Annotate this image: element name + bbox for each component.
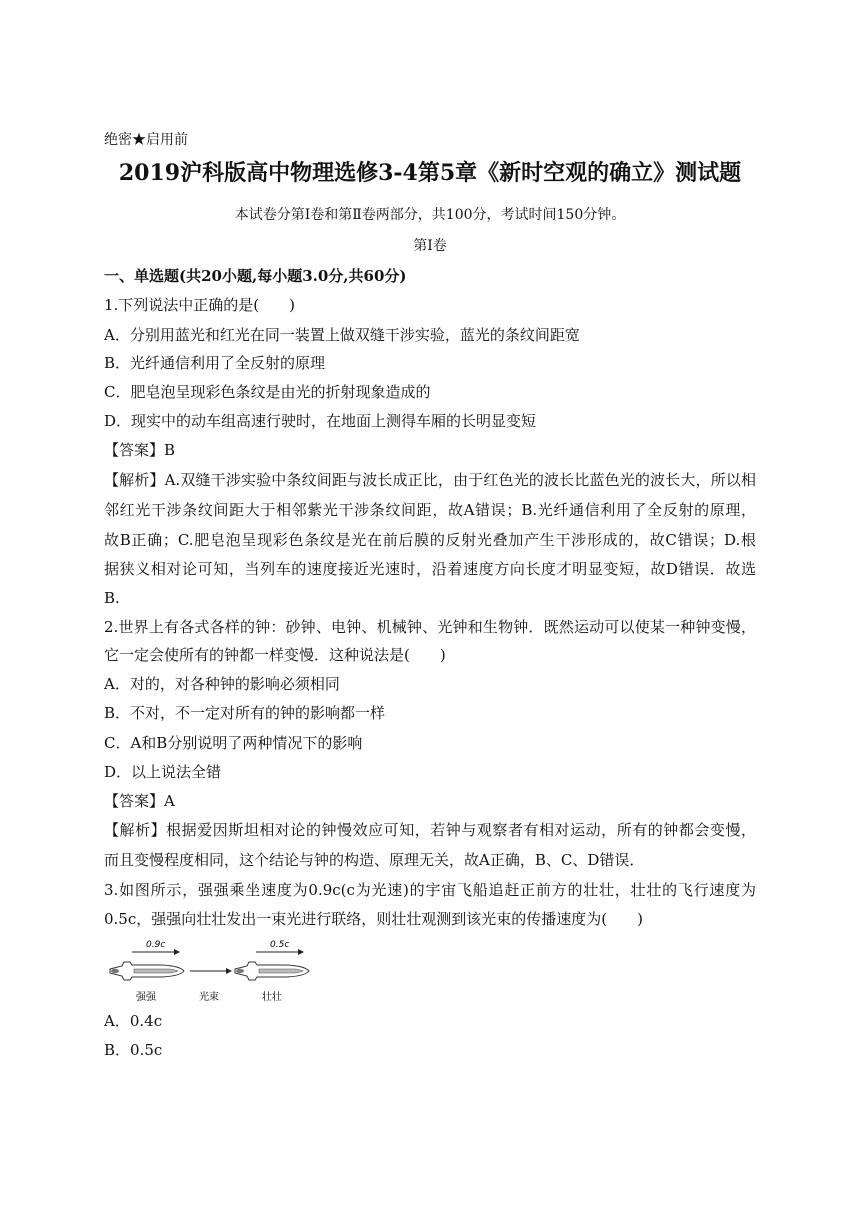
q1-stem: 1.下列说法中正确的是( ) <box>104 296 296 314</box>
q1-option-b: B．光纤通信利用了全反射的原理 <box>104 354 326 372</box>
q2-answer: 【答案】A <box>104 792 175 810</box>
left-velocity-arrowhead <box>174 949 180 955</box>
q2-option-d: D．以上说法全错 <box>104 763 222 781</box>
q1-analysis-line: 据狭义相对论可知，当列车的速度接近光速时，沿着速度方向长度才明显变短，故D错误．故选 <box>104 560 756 578</box>
q2-option-a: A．对的，对各种钟的影响必须相同 <box>104 675 340 693</box>
secret-header: 绝密★启用前 <box>104 132 188 148</box>
q3-stem-line: 0.5c，强强向壮壮发出一束光进行联络，则壮壮观测到该光束的传播速度为( ) <box>104 910 643 928</box>
q2-option-b: B．不对，不一定对所有的钟的影响都一样 <box>104 704 386 722</box>
left-speed-label: 0.9c <box>146 940 166 950</box>
light-beam-label: 光束 <box>199 992 219 1003</box>
q2-stem-line: 它一定会使所有的钟都一样变慢．这种说法是( ) <box>104 646 446 664</box>
q3-stem-line: 3.如图所示，强强乘坐速度为0.9c(c为光速)的宇宙飞船追赶正前方的壮壮，壮壮的飞行速度为 <box>104 881 756 899</box>
q2-stem-line: 2.世界上有各式各样的钟：砂钟、电钟、机械钟、光钟和生物钟．既然运动可以使某一种钟变慢， <box>104 618 756 636</box>
q1-option-d: D．现实中的动车组高速行驶时，在地面上测得车厢的长明显变短 <box>104 412 537 430</box>
q2-option-c: C．A和B分别说明了两种情况下的影响 <box>104 734 363 752</box>
q3-option-b: B．0.5c <box>104 1041 163 1059</box>
q3-option-a: A．0.4c <box>104 1012 163 1030</box>
left-person-label: 强强 <box>136 992 156 1003</box>
q1-analysis-line: 故B正确；C.肥皂泡呈现彩色条纹是光在前后膜的反射光叠加产生干涉形成的，故C错误；D.根 <box>104 531 756 549</box>
left-spaceship-icon <box>110 962 184 980</box>
q1-option-c: C．肥皂泡呈现彩色条纹是由光的折射现象造成的 <box>104 383 431 401</box>
q1-answer: 【答案】B <box>104 441 176 459</box>
q2-analysis-line: 而且变慢程度相同，这个结论与钟的构造、原理无关，故A正确，B、C、D错误． <box>104 851 645 869</box>
q1-analysis-line: 【解析】A.双缝干涉实验中条纹间距与波长成正比，由于红色光的波长比蓝色光的波长大，所以相 <box>104 471 756 489</box>
document-title: 2019沪科版高中物理选修3-4第5章《新时空观的确立》测试题 <box>118 160 742 186</box>
q1-analysis-line: B. <box>104 589 120 607</box>
right-spaceship-icon <box>235 962 309 980</box>
right-speed-label: 0.5c <box>270 940 290 950</box>
right-velocity-arrowhead <box>298 949 304 955</box>
right-person-label: 壮壮 <box>262 992 282 1003</box>
q1-option-a: A．分别用蓝光和红光在同一装置上做双缝干涉实验，蓝光的条纹间距宽 <box>104 326 580 344</box>
q1-analysis-line: 邻红光干涉条纹间距大于相邻紫光干涉条纹间距，故A错误；B.光纤通信利用了全反射的原理， <box>104 501 756 519</box>
exam-intro: 本试卷分第Ⅰ卷和第Ⅱ卷两部分，共100分，考试时间150分钟。 <box>234 207 626 223</box>
spaceship-figure <box>100 936 320 1006</box>
section-heading: 一、单选题(共20小题,每小题3.0分,共60分) <box>104 267 407 285</box>
light-beam-arrowhead <box>226 968 232 974</box>
volume-label: 第Ⅰ卷 <box>413 238 447 254</box>
q2-analysis-line: 【解析】根据爱因斯坦相对论的钟慢效应可知，若钟与观察者有相对运动，所有的钟都会变慢， <box>104 821 756 839</box>
